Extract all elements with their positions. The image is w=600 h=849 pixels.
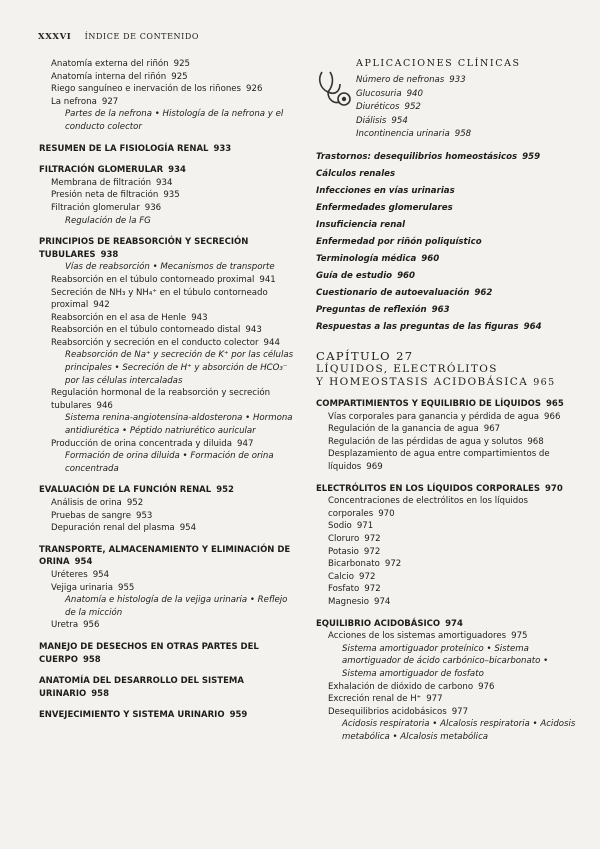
toc-entry-page: 965	[545, 399, 564, 410]
toc-entry	[39, 324, 299, 337]
toc-entry-text: Reabsorción de Na⁺ y secreción de K⁺ por las células principales • Secreción de H⁺ y absorción de HCO₃⁻ por las células intercaladas	[65, 350, 294, 386]
toc-entry-text: Cálculos renales	[316, 168, 396, 179]
toc-entry-text: ANATOMÍA DEL DESARROLLO DEL SISTEMA URINARIO	[39, 676, 244, 699]
toc-entry	[39, 569, 299, 582]
toc-entry-page: 960	[397, 271, 416, 282]
toc-entry	[39, 349, 299, 387]
toc-entry-text: Anatomía e histología de la vejiga urinaria • Reflejo de la micción	[65, 595, 288, 618]
toc-entry-text: Regulación de la FG	[65, 215, 151, 226]
toc-entry-page: 958	[82, 654, 101, 665]
toc-entry-page: 941	[259, 274, 276, 285]
toc-entry-page: 955	[118, 582, 135, 593]
toc-entry-text: Reabsorción y secreción en el conducto colector	[51, 337, 259, 348]
toc-entry-text: EQUILIBRIO ACIDOBÁSICO	[316, 618, 441, 629]
toc-entry	[316, 558, 578, 571]
toc-entry	[39, 202, 299, 215]
toc-entry	[316, 287, 578, 300]
toc-entry	[39, 177, 299, 190]
page-number: XXXVI	[38, 32, 72, 42]
toc-entry-page: 963	[431, 305, 450, 316]
chapter-heading	[316, 350, 578, 389]
toc-entry	[39, 215, 299, 228]
toc-entry-page: 972	[363, 546, 381, 557]
toc-entry-page: 962	[474, 288, 493, 299]
toc-entry	[316, 423, 578, 436]
disorders-list	[316, 151, 578, 335]
toc-entry-page: 940	[406, 88, 423, 99]
toc-entry-page: 952	[216, 485, 234, 496]
toc-entry-page: 958	[454, 129, 472, 140]
toc-entry-text: Uretra	[51, 620, 79, 631]
toc-entry	[316, 630, 578, 643]
chapter-title-line2: Y HOMEOSTASIS ACIDOBÁSICA 965	[316, 376, 556, 389]
clinical-applications-list	[356, 74, 471, 142]
toc-entry	[39, 96, 299, 109]
toc-entry-page: 935	[163, 190, 180, 201]
toc-entry-text: Respuestas a las preguntas de las figuras	[316, 322, 519, 333]
toc-entry	[39, 412, 299, 437]
toc-entry	[39, 544, 299, 569]
toc-entry	[316, 236, 578, 249]
toc-entry	[316, 571, 578, 584]
toc-entry-page: 972	[384, 559, 402, 570]
toc-entry	[316, 681, 578, 694]
toc-entry-page: 970	[378, 508, 395, 519]
toc-entry-page: 954	[179, 523, 197, 534]
toc-entry	[39, 522, 299, 535]
toc-entry	[39, 83, 299, 96]
running-title: ÍNDICE DE CONTENIDO	[84, 32, 200, 41]
toc-entry-text: COMPARTIMIENTOS Y EQUILIBRIO DE LÍQUIDOS	[316, 399, 541, 410]
toc-entry-text: FILTRACIÓN GLOMERULAR	[39, 165, 164, 176]
toc-entry-page: 960	[421, 254, 440, 265]
toc-entry-text: Desplazamiento de agua entre compartimientos de líquidos	[328, 449, 550, 472]
toc-entry-text: EVALUACIÓN DE LA FUNCIÓN RENAL	[39, 485, 212, 496]
toc-entry-text: Membrana de filtración	[51, 177, 152, 188]
toc-entry	[316, 546, 578, 559]
toc-entry-text: Anatomía interna del riñón	[51, 71, 167, 82]
toc-entry-text: Acciones de los sistemas amortiguadores	[328, 631, 507, 642]
toc-entry	[39, 497, 299, 510]
toc-entry-text: Diálisis	[356, 115, 387, 126]
toc-entry-text: Formación de orina diluida • Formación de orina concentrada	[65, 451, 274, 474]
toc-entry-page: 952	[404, 102, 421, 113]
toc-left-column	[39, 58, 299, 722]
toc-entry-text: Presión neta de filtración	[51, 190, 159, 201]
toc-entry	[356, 115, 471, 129]
toc-entry-page: 936	[144, 202, 162, 213]
toc-entry	[316, 151, 578, 164]
toc-entry-page: 966	[544, 411, 561, 422]
toc-entry	[39, 164, 299, 177]
toc-entry-page: 956	[83, 620, 100, 631]
toc-entry-text: Uréteres	[51, 569, 88, 580]
toc-entry	[316, 202, 578, 215]
toc-entry-text: Sistema amortiguador proteínico • Sistema amortiguador de ácido carbónico–bicarbonato • Sistema amortiguador de fosfato	[342, 643, 549, 679]
toc-entry-page: 926	[246, 84, 263, 95]
toc-entry	[316, 533, 578, 546]
toc-entry-text: Magnesio	[328, 596, 369, 607]
toc-entry-page: 954	[74, 557, 93, 568]
toc-entry-page: 964	[523, 322, 542, 333]
toc-entry	[39, 108, 299, 133]
toc-entry	[39, 709, 299, 722]
toc-entry	[316, 304, 578, 317]
toc-entry	[39, 619, 299, 632]
toc-entry-page: 975	[511, 631, 528, 642]
toc-entry-text: Vías corporales para ganancia y pérdida de agua	[328, 411, 540, 422]
toc-entry	[39, 71, 299, 84]
toc-entry-text: Regulación de la ganancia de agua	[328, 424, 479, 435]
toc-entry-page: 959	[522, 151, 541, 162]
toc-entry-text: Enfermedad por riñón poliquístico	[316, 236, 482, 247]
toc-entry	[39, 594, 299, 619]
toc-entry	[356, 101, 471, 115]
clinical-applications-title: APLICACIONES CLÍNICAS	[356, 58, 521, 69]
toc-entry-text: Análisis de orina	[51, 498, 122, 508]
toc-entry-page: 938	[100, 249, 119, 260]
toc-entry-page: 976	[478, 681, 495, 692]
toc-entry	[316, 270, 578, 283]
toc-entry-text: Secreción de NH₃ y NH₄⁺ en el túbulo contorneado proximal	[51, 287, 268, 311]
chapter-label: CAPÍTULO 27	[316, 349, 414, 364]
toc-entry	[39, 582, 299, 595]
toc-entry-text: Filtración glomerular	[51, 202, 140, 213]
toc-entry-text: Cloruro	[328, 533, 360, 544]
toc-entry-text: Excreción renal de H⁺	[328, 694, 422, 705]
clinical-applications-box	[316, 58, 578, 146]
toc-entry	[356, 74, 471, 88]
toc-entry-text: Número de nefronas	[356, 75, 445, 85]
toc-entry-page: 968	[527, 436, 544, 447]
toc-entry-text: Acidosis respiratoria • Alcalosis respiratoria • Acidosis metabólica • Alcalosis metabólica	[342, 719, 576, 742]
toc-entry-text: Riego sanguíneo e inervación de los riñones	[51, 84, 242, 95]
toc-entry	[316, 219, 578, 232]
toc-entry-page: 958	[91, 688, 109, 699]
toc-entry-page: 942	[93, 300, 110, 311]
toc-entry-text: MANEJO DE DESECHOS EN OTRAS PARTES DEL CUERPO	[39, 641, 259, 665]
toc-entry-text: Desequilibrios acidobásicos	[328, 706, 447, 717]
toc-entry-text: Concentraciones de electrólitos en los líquidos corporales	[328, 496, 528, 519]
toc-entry	[316, 185, 578, 198]
toc-entry	[39, 450, 299, 475]
toc-entry-page: 925	[171, 71, 188, 82]
toc-entry-page: 954	[391, 115, 408, 126]
toc-entry-text: Fosfato	[328, 584, 360, 595]
toc-entry	[39, 484, 299, 497]
toc-entry-page: 934	[168, 165, 186, 176]
toc-entry	[356, 88, 471, 102]
toc-entry-page: 972	[364, 533, 381, 544]
toc-entry-text: Calcio	[328, 571, 355, 582]
toc-entry-text: Partes de la nefrona • Histología de la nefrona y el conducto colector	[65, 109, 284, 132]
toc-entry	[39, 312, 299, 325]
toc-entry-text: Pruebas de sangre	[51, 510, 131, 521]
chapter-entries	[316, 398, 578, 743]
toc-entry-page: 972	[364, 584, 381, 595]
toc-entry	[39, 675, 299, 700]
toc-entry-text: Exhalación de dióxido de carbono	[328, 681, 474, 692]
toc-entry	[316, 253, 578, 266]
toc-entry-text: ELECTRÓLITOS EN LOS LÍQUIDOS CORPORALES	[316, 483, 540, 494]
toc-entry	[39, 274, 299, 287]
toc-entry-page: 970	[544, 483, 563, 494]
toc-entry-text: RESUMEN DE LA FISIOLOGÍA RENAL	[39, 143, 209, 154]
toc-entry	[316, 706, 578, 719]
toc-entry-text: Depuración renal del plasma	[51, 523, 175, 534]
toc-entry-page: 972	[359, 571, 376, 582]
toc-entry-text: Cuestionario de autoevaluación	[316, 288, 470, 299]
toc-entry-page: 947	[237, 438, 254, 449]
toc-entry-page: 953	[135, 510, 153, 521]
toc-entry-page: 977	[426, 694, 443, 705]
toc-entry-page: 946	[96, 400, 113, 411]
toc-entry-text: Reabsorción en el túbulo contorneado proximal	[51, 274, 255, 285]
toc-entry-page: 927	[101, 96, 119, 107]
stethoscope-icon	[316, 68, 354, 108]
toc-entry-text: Anatomía externa del riñón	[51, 59, 169, 69]
toc-entry	[39, 337, 299, 350]
toc-entry	[316, 398, 578, 411]
toc-entry	[39, 143, 299, 156]
toc-entry-page: 943	[191, 312, 208, 323]
toc-entry-text: Guía de estudio	[316, 271, 393, 282]
toc-entry	[316, 436, 578, 449]
toc-entry-page: 925	[173, 59, 191, 69]
toc-entry	[316, 583, 578, 596]
toc-entry	[316, 618, 578, 631]
toc-entry-text: Preguntas de reflexión	[316, 305, 427, 316]
toc-entry	[39, 261, 299, 274]
toc-entry-text: Vejiga urinaria	[51, 582, 113, 593]
toc-entry-page: 943	[245, 325, 262, 336]
toc-entry	[316, 718, 578, 743]
toc-entry	[316, 643, 578, 681]
toc-entry	[316, 520, 578, 533]
toc-entry-text: Reabsorción en el asa de Henle	[51, 312, 187, 323]
toc-entry	[39, 510, 299, 523]
toc-entry-page: 933	[213, 143, 232, 154]
toc-entry	[39, 58, 299, 71]
toc-entry-page: 954	[92, 569, 110, 580]
toc-entry-text: La nefrona	[51, 96, 97, 107]
toc-entry-text: Producción de orina concentrada y diluida	[51, 438, 233, 449]
toc-entry	[316, 495, 578, 520]
toc-entry-page: 974	[445, 618, 463, 629]
toc-entry-text: Incontinencia urinaria	[356, 129, 450, 140]
toc-entry	[316, 483, 578, 496]
toc-entry-text: Trastornos: desequilibrios homeostásicos	[316, 151, 518, 162]
toc-entry	[316, 596, 578, 609]
toc-entry-text: Sistema renina-angiotensina-aldosterona • Hormona antidiurética • Péptido natriurético auricular	[65, 413, 293, 437]
toc-entry-page: 933	[449, 75, 466, 85]
chapter-title-line1: LÍQUIDOS, ELECTRÓLITOS	[316, 363, 498, 376]
toc-entry-text: ENVEJECIMIENTO Y SISTEMA URINARIO	[39, 710, 225, 721]
toc-entry	[39, 387, 299, 412]
toc-entry-text: Bicarbonato	[328, 559, 380, 570]
toc-entry-text: Potasio	[328, 546, 359, 557]
toc-entry-text: Vías de reabsorción • Mecanismos de transporte	[65, 262, 275, 273]
toc-entry	[356, 128, 471, 142]
toc-entry-page: 967	[483, 424, 501, 435]
toc-entry-page: 977	[451, 706, 469, 717]
toc-entry-page: 959	[229, 710, 248, 721]
toc-entry	[39, 641, 299, 666]
page-header	[38, 32, 199, 42]
toc-entry	[316, 411, 578, 424]
toc-entry-text: Regulación hormonal de la reabsorción y secreción tubulares	[51, 388, 271, 411]
toc-entry-page: 944	[263, 337, 280, 348]
toc-entry-page: 952	[126, 498, 144, 508]
toc-right-column	[316, 58, 578, 743]
toc-entry-text: Insuficiencia renal	[316, 219, 406, 230]
chapter-page: 965	[533, 377, 556, 389]
toc-entry-text: PRINCIPIOS DE REABSORCIÓN Y SECRECIÓN TUBULARES	[39, 237, 249, 260]
toc-entry	[316, 448, 578, 473]
toc-entry-text: Enfermedades glomerulares	[316, 202, 453, 213]
toc-entry	[316, 693, 578, 706]
toc-entry-text: Regulación de las pérdidas de agua y solutos	[328, 436, 523, 447]
toc-entry-page: 934	[156, 177, 173, 188]
toc-entry	[39, 287, 299, 312]
toc-entry	[39, 438, 299, 451]
toc-entry-page: 974	[374, 596, 391, 607]
toc-entry-page: 969	[366, 462, 383, 472]
toc-entry-text: Terminología médica	[316, 254, 417, 265]
toc-entry	[39, 236, 299, 261]
toc-entry	[316, 168, 578, 181]
toc-entry-text: Infecciones en vías urinarias	[316, 185, 455, 196]
toc-entry-text: Sodio	[328, 521, 352, 532]
toc-entry-text: TRANSPORTE, ALMACENAMIENTO Y ELIMINACIÓN DE ORINA	[39, 544, 291, 568]
toc-entry-text: Diuréticos	[356, 102, 400, 113]
toc-entry-text: Glucosuria	[356, 88, 402, 99]
toc-entry-page: 971	[356, 521, 374, 532]
toc-entry-text: Reabsorción en el túbulo contorneado distal	[51, 325, 241, 336]
toc-entry	[316, 321, 578, 334]
toc-entry	[39, 189, 299, 202]
